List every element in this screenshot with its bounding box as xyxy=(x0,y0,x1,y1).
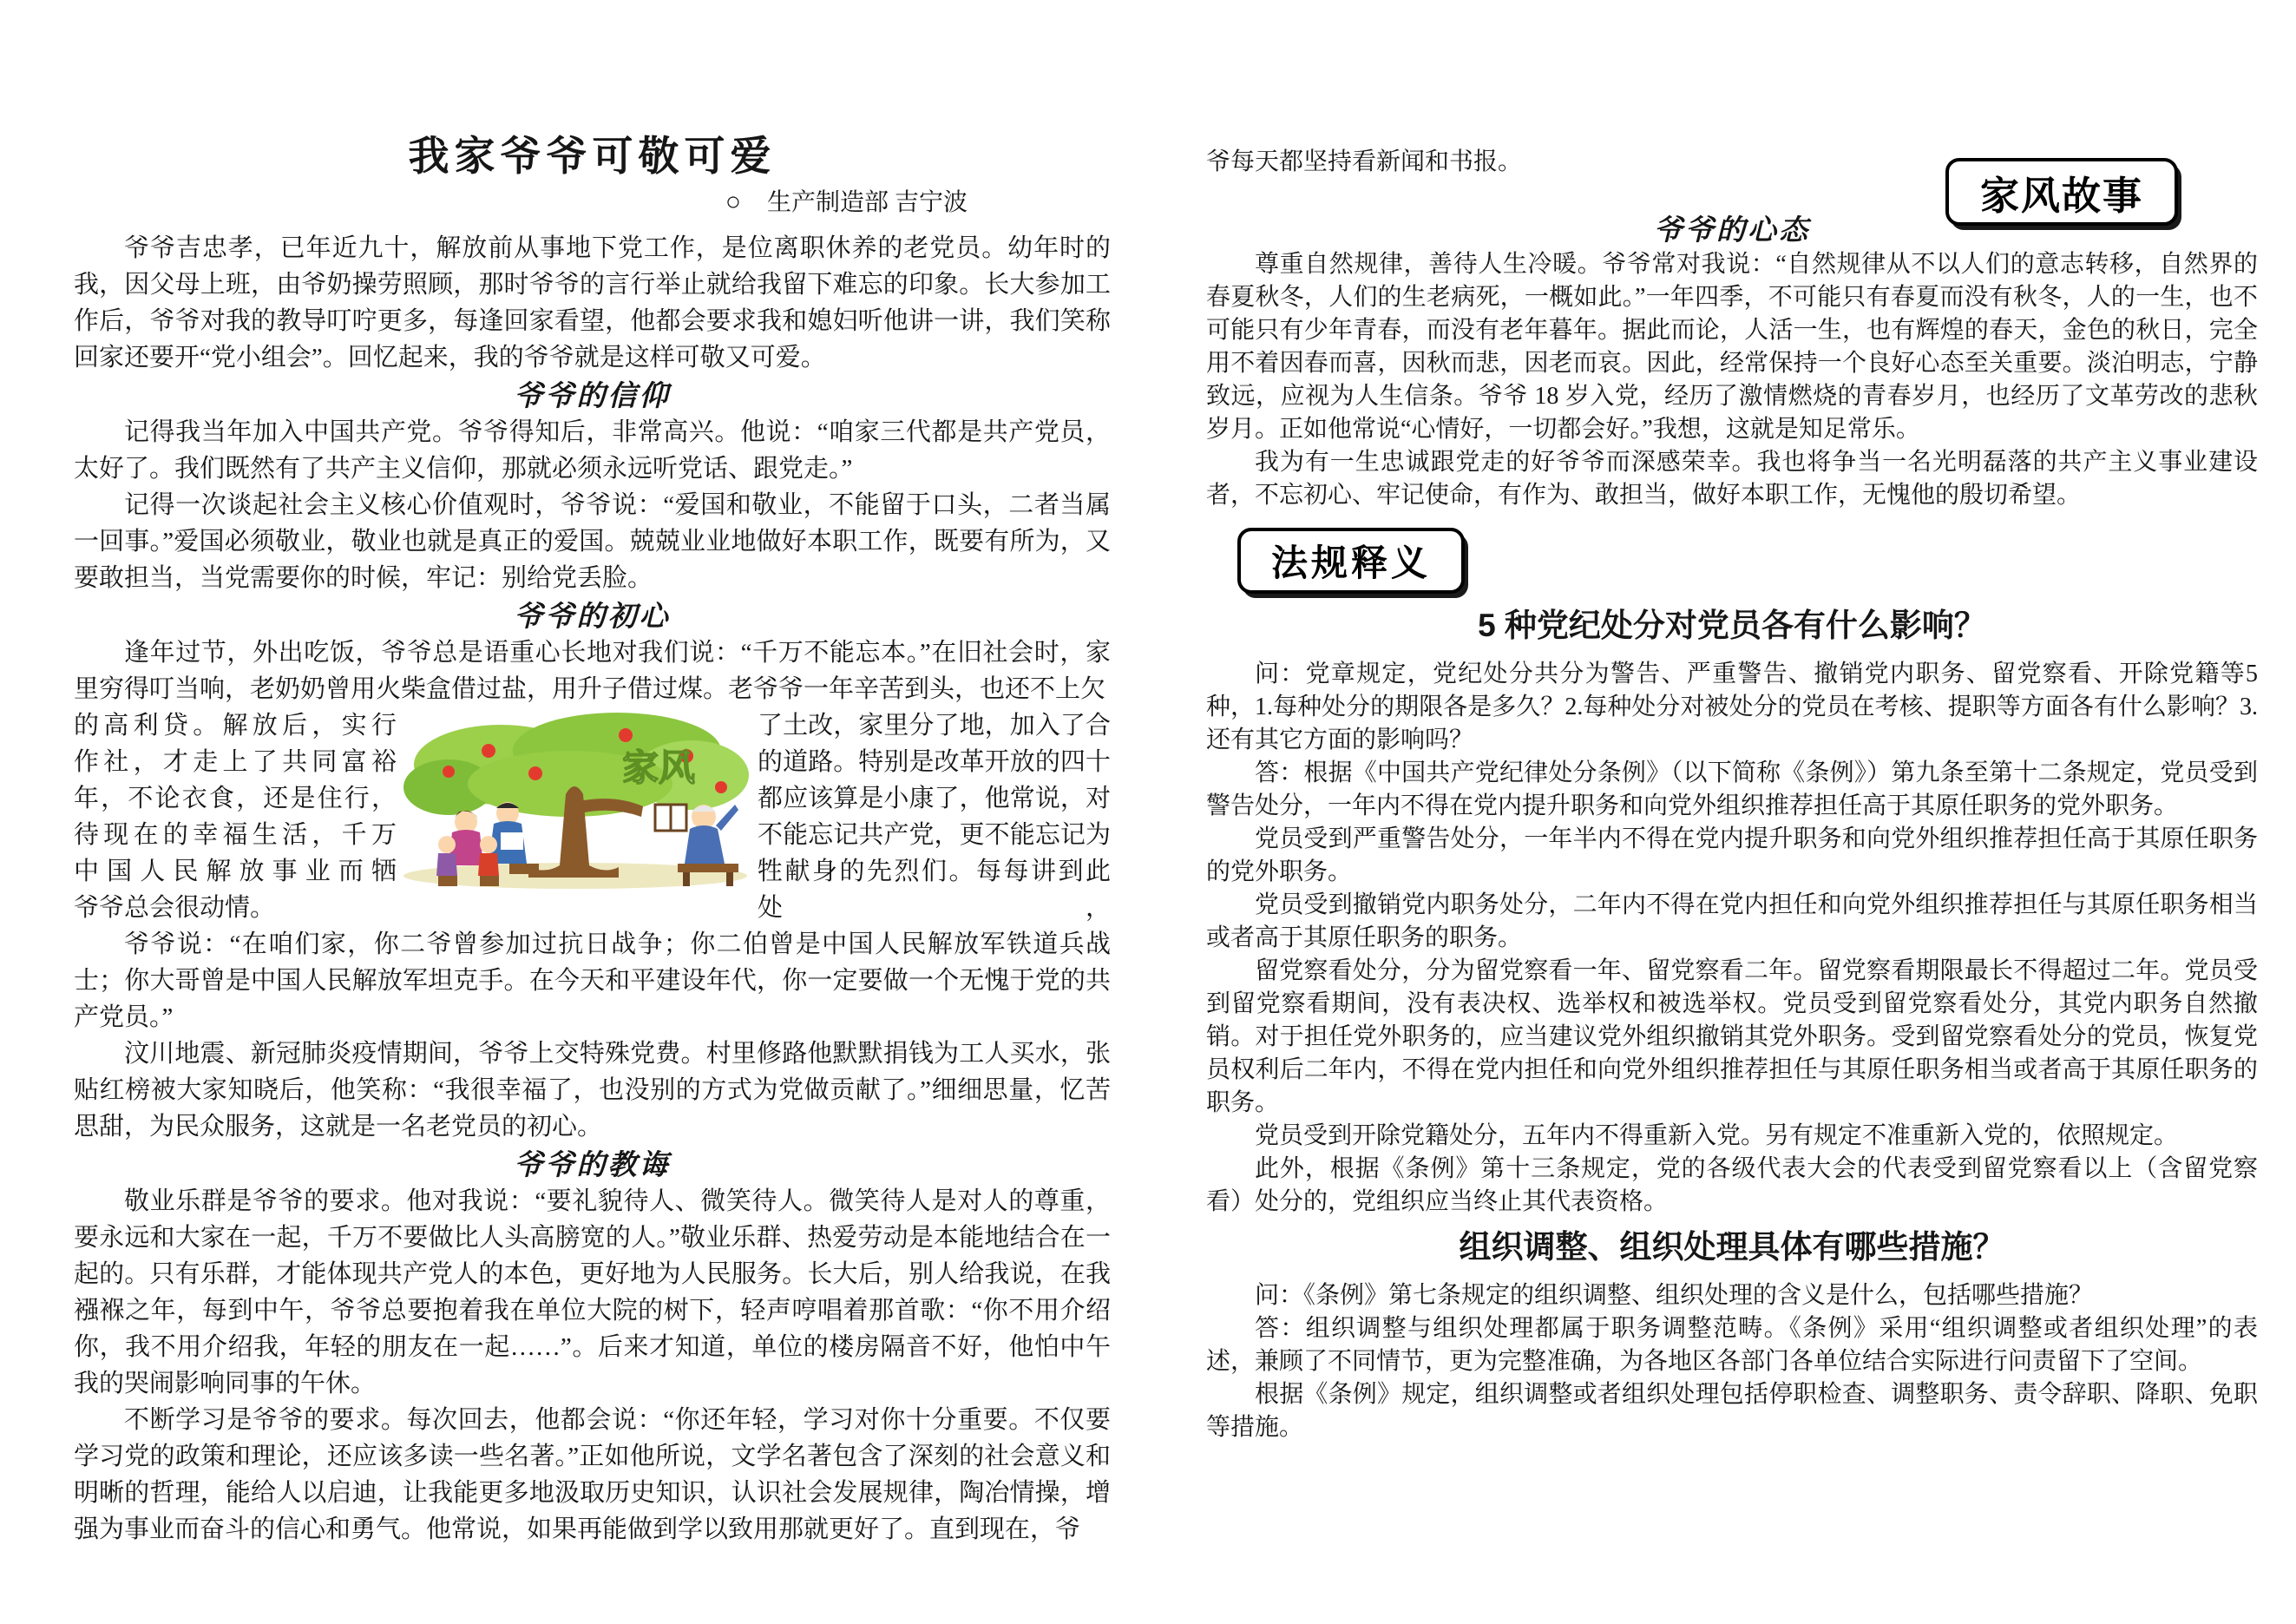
qa1-question: 问：党章规定，党纪处分共分为警告、严重警告、撤销党内职务、留党察看、开除党籍等5 种，1.每种处分的期限各是多久？2.每种处分对被处分的党员在考核、提职等方面各有什么影响？3.还有其它方面的影响吗？ xyxy=(1206,661,2258,753)
qa1-answer-4: 留党察看处分，分为留党察看一年、留党察看二年。留党察看期限最长不得超过二年。党员受到留党察看期间，没有表决权、选举权和被选举权。党员受到留党察看处分，其党内职务自然撤销。对于担任党外职务的，应当建议党外组织撤销其党外职务。受到留党察看处分的党员，恢复党员权利后二年内，不得在党内担任和向党外组织推荐担任与其原任职务相当或者高于其原任职务的职务。 xyxy=(1206,957,2258,1116)
qa2-answer-2: 根据《条例》规定，组织调整或者组织处理包括停职检查、调整职务、责令辞职、降职、免职等措施。 xyxy=(1206,1381,2258,1441)
wrap-line: 不能忘记共产党，更不能忘记为 xyxy=(758,821,1111,849)
column-right xyxy=(1206,0,2258,1444)
paragraph-mindset-2: 我为有一生忠诚跟党走的好爷爷而深感荣幸。我也将争当一名光明磊落的共产主义事业建设者，不忘初心、牢记使命，有作为、敢担当，做好本职工作，无愧他的殷切希望。 xyxy=(1206,449,2258,509)
column-badge-family-story: 家风故事 xyxy=(1945,158,2178,226)
section-heading-teachings: 爷爷的教诲 xyxy=(514,1148,671,1180)
wrap-line: 中国人民解放事业而牺 xyxy=(74,858,397,885)
article-title: 我家爷爷可敬可爱 xyxy=(408,133,777,179)
paragraph-original-heart-3: 汶川地震、新冠肺炎疫情期间，爷爷上交特殊党费。村里修路他默默捐钱为工人买水，张贴红榜被大家知晓后，他笑称：“我很幸福了，也没别的方式为党做贡献了。”细细思量，忆苦思甜，为民众服务，这就是一名老党员的初心。 xyxy=(74,1040,1111,1141)
qa1-answer-1: 答：根据《中国共产党纪律处分条例》（以下简称《条例》）第九条至第十二条规定，党员受到警告处分，一年内不得在党内提升职务和向党外组织推荐担任高于其原任职务的党外职务。 xyxy=(1206,759,2258,819)
byline-circle-icon: ○ xyxy=(725,187,741,216)
paragraph-mindset-1: 尊重自然规律，善待人生冷暖。爷爷常对我说：“自然规律从不以人们的意志转移，自然界的春夏秋冬，人们的生老病死，一概如此。”一年四季，不可能只有春夏而没有秋冬，人的一生，也不可能只有少年青春，而没有老年暮年。据此而论，人活一生，也有辉煌的春天，金色的秋日，完全用不着因春而喜，因秋而悲，因老而哀。因此，经常保持一个良好心态至关重要。淡泊明志，宁静致远，应视为人生信条。爷爷 18 岁入党，经历了激情燃烧的青春岁月，也经历了文革劳改的悲秋岁月。正如他常说“心情好，一切都会好。”我想，这就是知足常乐。 xyxy=(1206,251,2258,443)
paragraph-original-heart-top: 逢年过节，外出吃饭，爷爷总是语重心长地对我们说：“千万不能忘本。”在旧社会时，家里穷得叮当响，老奶奶曾用火柴盒借过盐，用升子借过煤。老爷爷一年辛苦到头，也还不上欠 xyxy=(74,639,1111,703)
qa1-answer-2: 党员受到严重警告处分，一年半内不得在党内提升职务和向党外组织推荐担任高于其原任职务的党外职务。 xyxy=(1206,825,2258,885)
qa2-answer-1: 答：组织调整与组织处理都属于职务调整范畴。《条例》采用“组织调整或者组织处理”的表述，兼顾了不同情节，更为完整准确，为各地区各部门各单位结合实际进行问责留下了空间。 xyxy=(1206,1315,2258,1375)
paragraph-continuation: 爷每天都坚持看新闻和书报。 xyxy=(1206,148,1523,175)
qa2-heading: 组织调整、组织处理具体有哪些措施？ xyxy=(1459,1229,2005,1265)
column-badge-regulation: 法规释义 xyxy=(1237,528,1465,594)
paragraph-original-heart-2: 爷爷说：“在咱们家，你二爷曾参加过抗日战争；你二伯曾是中国人民解放军铁道兵战士；你大哥曾是中国人民解放军坦克手。在今天和平建设年代，你一定要做一个无愧于党的共产党员。” xyxy=(74,930,1111,1031)
wrap-line: 作社，才走上了共同富裕 xyxy=(74,748,397,776)
wrap-line: 的高利贷。解放后，实行 xyxy=(74,712,397,740)
illustration-text-wrap xyxy=(74,707,1111,926)
byline-author: 生产制造部 吉宁波 xyxy=(766,189,968,216)
family-tree-cartoon xyxy=(398,711,752,891)
wrap-right-lines xyxy=(758,707,1111,926)
wrap-left-lines xyxy=(74,707,397,926)
wrap-line: 牲献身的先烈们。每每讲到此处， xyxy=(758,858,1111,922)
family-tree-illustration xyxy=(397,707,758,896)
wrap-line: 了土改，家里分了地，加入了合 xyxy=(758,712,1111,740)
qa1-answer-6: 此外，根据《条例》第十三条规定，党的各级代表大会的代表受到留党察看以上（含留党察看）处分的，党组织应当终止其代表资格。 xyxy=(1206,1155,2258,1215)
paragraph-belief-2: 记得一次谈起社会主义核心价值观时，爷爷说：“爱国和敬业，不能留于口头，二者当属一回事。”爱国必须敬业，敬业也就是真正的爱国。兢兢业业地做好本职工作，既要有所为，又要敢担当，当党需要你的时候，牢记：别给党丢脸。 xyxy=(74,491,1111,592)
right-column-header xyxy=(1206,146,2258,248)
article-family-story xyxy=(74,0,1111,1548)
wrap-line: 待现在的幸福生活，千万 xyxy=(74,821,397,849)
qa1-answer-5: 党员受到开除党籍处分，五年内不得重新入党。另有规定不准重新入党的，依照规定。 xyxy=(1255,1122,2179,1149)
qa1-heading: 5 种党纪处分对党员各有什么影响？ xyxy=(1478,608,1986,643)
qa2-question: 问：《条例》第七条规定的组织调整、组织处理的含义是什么，包括哪些措施？ xyxy=(1255,1282,2094,1309)
section-heading-belief: 爷爷的信仰 xyxy=(514,379,671,411)
paragraph-intro: 爷爷吉忠孝，已年近九十，解放前从事地下党工作，是位离职休养的老党员。幼年时的我，因父母上班，由爷奶操劳照顾，那时爷爷的言行举止就给我留下难忘的印象。长大参加工作后，爷爷对我的教导叮咛更多，每逢回家看望，他都会要求我和媳妇听他讲一讲，我们笑称回家还要开“党小组会”。回忆起来，我的爷爷就是这样可敬又可爱。 xyxy=(74,234,1111,371)
wrap-line: 的道路。特别是改革开放的四十 xyxy=(758,748,1111,776)
paragraph-teachings-2: 不断学习是爷爷的要求。每次回去，他都会说：“你还年轻，学习对你十分重要。不仅要学习党的政策和理论，还应该多读一些名著。”正如他所说，文学名著包含了深刻的社会意义和明晰的哲理，能给人以启迪，让我能更多地汲取历史知识，认识社会发展规律，陶冶情操，增强为事业而奋斗的信心和勇气。他常说，如果再能做到学以致用那就更好了。直到现在，爷 xyxy=(74,1406,1111,1543)
paragraph-teachings-1: 敬业乐群是爷爷的要求。他对我说：“要礼貌待人、微笑待人。微笑待人是对人的尊重，要永远和大家在一起，千万不要做比人头高膀宽的人。”敬业乐群、热爱劳动是本能地结合在一起的。只有乐群，才能体现共产党人的本色，更好地为人民服务。长大后，别人给我说，在我襁褓之年，每到中午，爷爷总要抱着我在单位大院的树下，轻声哼唱着那首歌：“你不用介绍你，我不用介绍我，年轻的朋友在一起……”。后来才知道，单位的楼房隔音不好，他怕中午我的哭闹影响同事的午休。 xyxy=(74,1187,1111,1397)
illustration-label: 家风 xyxy=(621,747,696,788)
wrap-line: 年，不论衣食，还是住行， xyxy=(74,785,397,812)
paragraph-belief-1: 记得我当年加入中国共产党。爷爷得知后，非常高兴。他说：“咱家三代都是共产党员，太好了。我们既然有了共产主义信仰，那就必须永远听党话、跟党走。” xyxy=(74,418,1111,483)
section-heading-original-heart: 爷爷的初心 xyxy=(514,600,671,632)
byline xyxy=(74,184,1111,221)
section-heading-mindset: 爷爷的心态 xyxy=(1654,214,1810,246)
qa1-answer-3: 党员受到撤销党内职务处分，二年内不得在党内担任和向党外组织推荐担任与其原任职务相当或者高于其原任职务的职务。 xyxy=(1206,891,2258,951)
wrap-line: 爷爷总会很动情。 xyxy=(74,894,276,922)
wrap-line: 都应该算是小康了，他常说，对 xyxy=(758,785,1111,812)
